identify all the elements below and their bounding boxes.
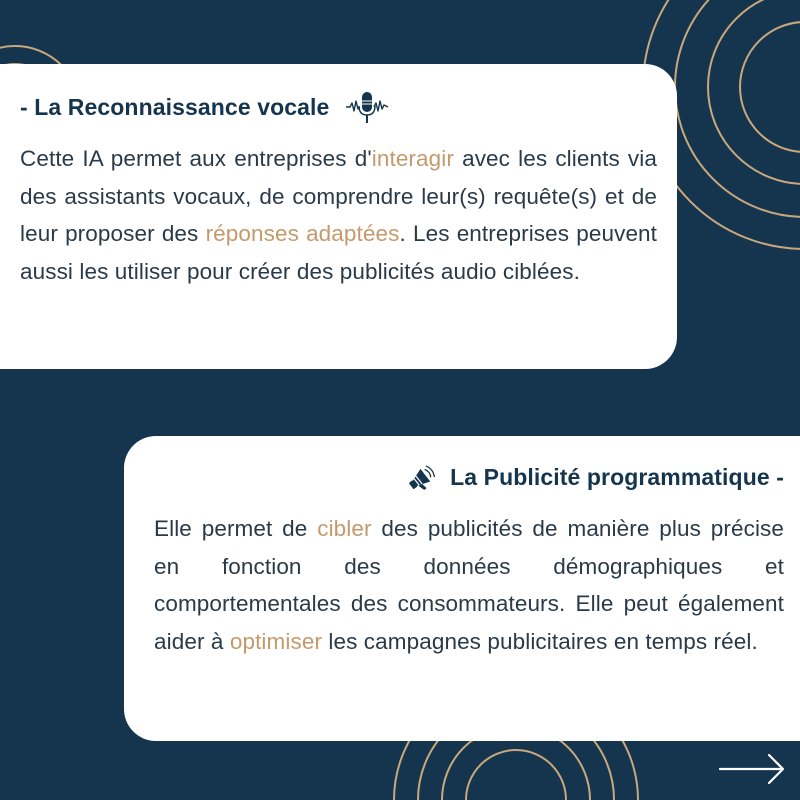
highlight-text: optimiser <box>229 628 323 654</box>
card-programmatic-advertising <box>124 436 800 741</box>
card-voice-recognition <box>0 64 677 369</box>
card-title-text: La Publicité programmatique - <box>450 463 784 490</box>
body-text: les campagnes publicitaires en temps réel. <box>322 628 758 654</box>
card-title <box>20 92 657 122</box>
next-slide-button[interactable] <box>716 752 786 786</box>
microphone-soundwave-icon <box>345 90 389 124</box>
card-body <box>20 140 657 290</box>
card-body <box>154 510 784 660</box>
highlight-text: interagir <box>371 146 454 171</box>
body-text: . Les entreprises peuvent aussi les utiliser pour créer des publicités audio ciblées. <box>20 221 658 284</box>
arrow-right-icon <box>716 752 786 786</box>
body-text: Elle permet de <box>154 516 318 541</box>
card-title <box>154 462 784 492</box>
body-text: des publicités de manière plus précise en fonction des données démographiques et comportementales des consommateurs. Elle peut également aider à <box>154 516 785 654</box>
body-text: Cette IA permet aux entreprises d' <box>20 146 372 171</box>
highlight-text: cibler <box>317 516 372 541</box>
megaphone-icon <box>406 460 440 494</box>
body-text: avec les clients via des assistants vocaux, de comprendre leur(s) requête(s) et de leur proposer des <box>20 146 657 246</box>
highlight-text: réponses adaptées <box>205 221 400 246</box>
card-title-text: - La Reconnaissance vocale <box>20 93 330 120</box>
